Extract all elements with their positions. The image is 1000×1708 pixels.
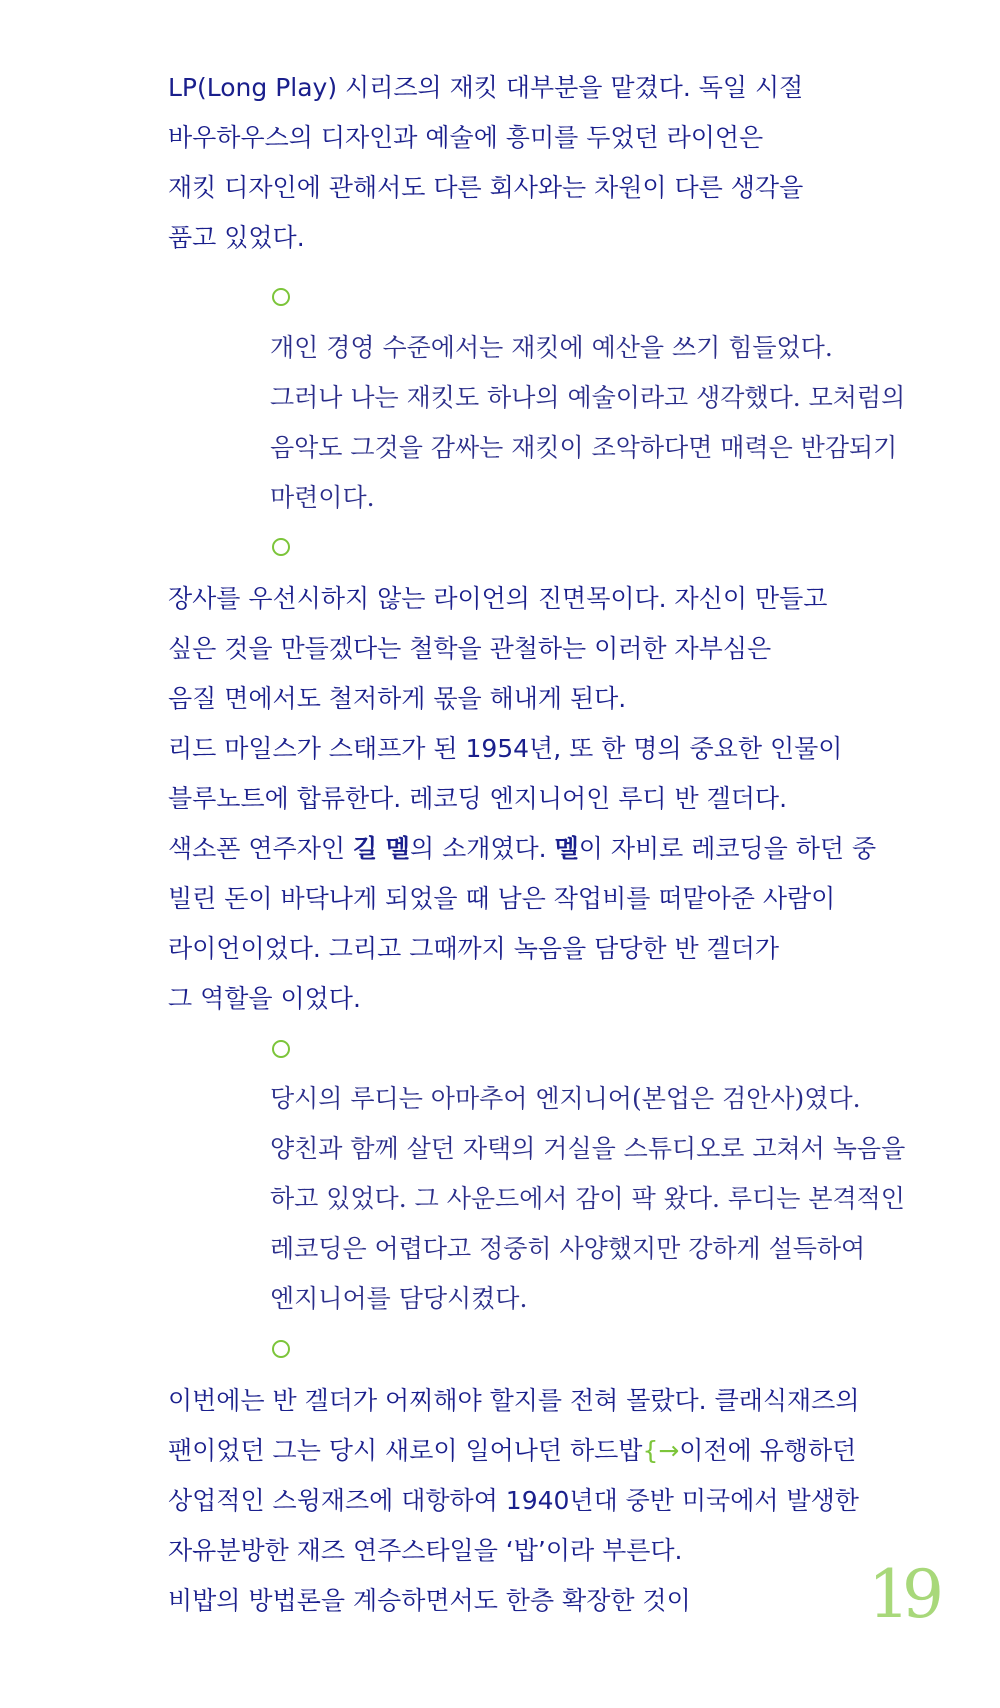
body-line — [168, 833, 876, 865]
body-line: 이번에는 반 겔더가 어찌해야 할지를 전혀 몰랐다. 클래식재즈의 — [168, 1386, 860, 1415]
body-line: 블루노트에 합류한다. 레코딩 엔지니어인 루디 반 겔더다. — [168, 784, 788, 813]
quote-line: 양친과 함께 살던 자택의 거실을 스튜디오로 고쳐서 녹음을 — [270, 1134, 906, 1163]
quote-line: 그러나 나는 재킷도 하나의 예술이라고 생각했다. 모처럼의 — [270, 383, 906, 412]
quote-marker-circle-icon — [272, 538, 290, 556]
body-line: 장사를 우선시하지 않는 라이언의 진면목이다. 자신이 만들고 — [168, 584, 828, 613]
body-line: 재킷 디자인에 관해서도 다른 회사와는 차원이 다른 생각을 — [168, 173, 804, 202]
footnote-arrow-icon: {→ — [642, 1436, 680, 1465]
body-line: 음질 면에서도 철저하게 몫을 해내게 된다. — [168, 684, 627, 713]
body-line: 자유분방한 재즈 연주스타일을 ‘밥’이라 부른다. — [168, 1536, 683, 1565]
quote-line: 하고 있었다. 그 사운드에서 감이 팍 왔다. 루디는 본격적인 — [270, 1184, 905, 1213]
body-line: 품고 있었다. — [168, 223, 305, 252]
body-line: 비밥의 방법론을 계승하면서도 한층 확장한 것이 — [168, 1586, 691, 1615]
body-line — [168, 1435, 856, 1467]
page-number: 19 — [868, 1556, 936, 1633]
quote-line: 레코딩은 어렵다고 정중히 사양했지만 강하게 설득하여 — [270, 1234, 866, 1263]
body-line: 그 역할을 이었다. — [168, 984, 361, 1013]
body-text: 색소폰 연주자인 — [168, 834, 353, 863]
quote-line: 엔지니어를 담당시켰다. — [270, 1284, 528, 1313]
quote-line: 당시의 루디는 아마추어 엔지니어(본업은 검안사)였다. — [270, 1084, 861, 1113]
body-text: 이전에 유행하던 — [679, 1436, 857, 1465]
body-line: 싶은 것을 만들겠다는 철학을 관철하는 이러한 자부심은 — [168, 634, 772, 663]
quote-line: 음악도 그것을 감싸는 재킷이 조악하다면 매력은 반감되기 — [270, 433, 898, 462]
body-line: 빌린 돈이 바닥나게 되었을 때 남은 작업비를 떠맡아준 사람이 — [168, 884, 836, 913]
bold-name: 길 멜 — [352, 834, 410, 863]
body-text: 팬이었던 그는 당시 새로이 일어나던 하드밥 — [168, 1436, 643, 1465]
body-line: 라이언이었다. 그리고 그때까지 녹음을 담당한 반 겔더가 — [168, 934, 780, 963]
body-line: 상업적인 스윙재즈에 대항하여 1940년대 중반 미국에서 발생한 — [168, 1486, 859, 1515]
body-text: 이 자비로 레코딩을 하던 중 — [578, 834, 877, 863]
quote-marker-circle-icon — [272, 288, 290, 306]
body-line: 리드 마일스가 스태프가 된 1954년, 또 한 명의 중요한 인물이 — [168, 734, 843, 763]
body-text: 의 소개였다. — [409, 834, 555, 863]
body-line: LP(Long Play) 시리즈의 재킷 대부분을 맡겼다. 독일 시절 — [168, 73, 804, 102]
bold-name: 멜 — [554, 834, 579, 863]
quote-marker-circle-icon — [272, 1040, 290, 1058]
quote-line: 마련이다. — [270, 483, 375, 512]
quote-line: 개인 경영 수준에서는 재킷에 예산을 쓰기 힘들었다. — [270, 333, 833, 362]
quote-marker-circle-icon — [272, 1340, 290, 1358]
body-line: 바우하우스의 디자인과 예술에 흥미를 두었던 라이언은 — [168, 123, 764, 152]
